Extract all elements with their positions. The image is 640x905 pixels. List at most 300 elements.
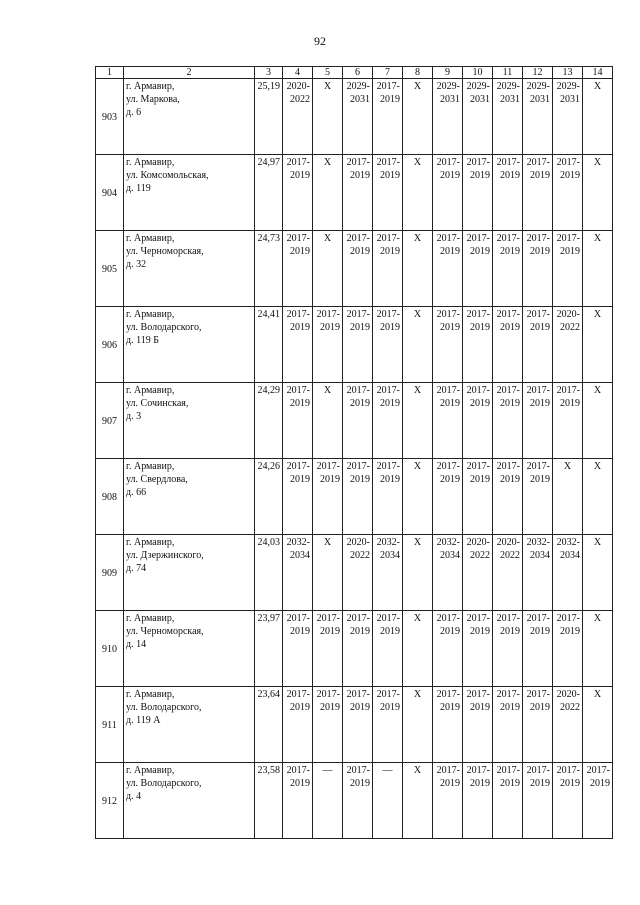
table-row [96, 307, 613, 383]
area-value: 24,41 [255, 307, 283, 383]
mark-cell: X [403, 763, 433, 839]
address-line: г. Армавир, [126, 537, 175, 548]
year-part: 2017- [286, 765, 310, 776]
year-range-cell [373, 231, 403, 307]
year-part: 2019 [350, 170, 370, 181]
column-number: 5 [313, 67, 343, 79]
year-range-cell [373, 687, 403, 763]
column-number: 9 [433, 67, 463, 79]
column-number: 4 [283, 67, 313, 79]
year-part: 2017- [496, 157, 520, 168]
year-part: 2019 [350, 778, 370, 789]
year-part: 2017- [466, 309, 490, 320]
mark-cell: X [313, 79, 343, 155]
year-range-cell [553, 687, 583, 763]
address-line: г. Армавир, [126, 689, 175, 700]
year-range-cell [283, 763, 313, 839]
address-line: г. Армавир, [126, 765, 175, 776]
year-range-cell [463, 79, 493, 155]
year-part: 2017- [496, 613, 520, 624]
year-part: 2020- [496, 537, 520, 548]
mark-cell: X [583, 459, 613, 535]
address-cell [124, 155, 255, 231]
year-part: 2017- [346, 309, 370, 320]
year-part: 2019 [290, 170, 310, 181]
year-range-cell [523, 155, 553, 231]
year-part: 2034 [290, 550, 310, 561]
year-range-cell [343, 231, 373, 307]
year-range-cell [343, 383, 373, 459]
year-part: 2017- [436, 385, 460, 396]
year-range-cell [433, 231, 463, 307]
year-part: 2017- [466, 157, 490, 168]
year-part: 2019 [380, 626, 400, 637]
area-value: 23,58 [255, 763, 283, 839]
year-part: 2029- [436, 81, 460, 92]
year-part: 2017- [496, 309, 520, 320]
year-part: 2019 [320, 702, 340, 713]
mark-cell: X [403, 155, 433, 231]
year-part: 2019 [500, 398, 520, 409]
year-part: 2017- [316, 461, 340, 472]
year-part: 2031 [560, 94, 580, 105]
year-part: 2019 [530, 170, 550, 181]
mark-cell: X [403, 611, 433, 687]
address-cell [124, 231, 255, 307]
year-part: 2017- [526, 613, 550, 624]
year-range-cell [283, 611, 313, 687]
year-part: 2017- [286, 461, 310, 472]
year-part: 2017- [376, 613, 400, 624]
table-row [96, 231, 613, 307]
address-line: д. 119 [126, 183, 151, 194]
address-line: д. 74 [126, 563, 147, 574]
year-part: 2017- [526, 689, 550, 700]
year-part: 2017- [316, 689, 340, 700]
year-part: 2017- [556, 613, 580, 624]
year-part: 2019 [380, 170, 400, 181]
year-range-cell [343, 459, 373, 535]
mark-cell: X [583, 307, 613, 383]
year-range-cell [493, 79, 523, 155]
year-range-cell [463, 459, 493, 535]
year-range-cell [523, 763, 553, 839]
year-part: 2017- [526, 233, 550, 244]
year-range-cell [493, 307, 523, 383]
year-part: 2032- [526, 537, 550, 548]
area-value: 23,97 [255, 611, 283, 687]
mark-cell: X [403, 307, 433, 383]
year-part: 2029- [556, 81, 580, 92]
address-line: ул. Черноморская, [126, 626, 204, 637]
address-line: д. 32 [126, 259, 147, 270]
year-part: 2019 [470, 246, 490, 257]
area-value: 25,19 [255, 79, 283, 155]
year-part: 2019 [350, 474, 370, 485]
row-number: 908 [96, 459, 124, 535]
page-number: 92 [314, 34, 326, 48]
year-part: 2017- [556, 233, 580, 244]
year-range-cell [373, 611, 403, 687]
year-part: 2017- [376, 385, 400, 396]
year-range-cell [373, 535, 403, 611]
year-part: 2019 [440, 170, 460, 181]
year-part: 2019 [380, 474, 400, 485]
year-range-cell [433, 687, 463, 763]
year-part: 2017- [436, 689, 460, 700]
year-range-cell [553, 307, 583, 383]
year-part: 2017- [346, 461, 370, 472]
year-part: 2031 [440, 94, 460, 105]
year-part: 2019 [440, 246, 460, 257]
year-range-cell [493, 155, 523, 231]
year-part: 2017- [286, 157, 310, 168]
year-part: 2019 [380, 702, 400, 713]
year-part: 2019 [350, 626, 370, 637]
year-part: 2031 [530, 94, 550, 105]
year-part: 2019 [350, 702, 370, 713]
year-part: 2032- [556, 537, 580, 548]
year-range-cell [523, 307, 553, 383]
year-part: 2019 [560, 778, 580, 789]
year-range-cell [283, 459, 313, 535]
year-part: 2017- [436, 309, 460, 320]
year-part: 2019 [440, 474, 460, 485]
year-part: 2019 [530, 626, 550, 637]
year-part: 2019 [500, 778, 520, 789]
year-part: 2019 [320, 626, 340, 637]
row-number: 910 [96, 611, 124, 687]
year-range-cell [493, 535, 523, 611]
year-part: 2019 [440, 778, 460, 789]
table-body [96, 67, 613, 839]
year-range-cell [463, 535, 493, 611]
register-table [95, 66, 613, 839]
year-part: 2019 [440, 398, 460, 409]
row-number: 906 [96, 307, 124, 383]
year-range-cell [493, 231, 523, 307]
year-part: 2017- [346, 765, 370, 776]
year-part: 2029- [496, 81, 520, 92]
year-range-cell [553, 155, 583, 231]
year-part: 2019 [590, 778, 610, 789]
year-range-cell [463, 307, 493, 383]
year-part: 2022 [560, 702, 580, 713]
year-part: 2017- [436, 157, 460, 168]
year-part: 2017- [466, 765, 490, 776]
year-part: 2017- [346, 157, 370, 168]
year-part: 2019 [530, 778, 550, 789]
mark-cell: X [313, 155, 343, 231]
mark-cell: X [553, 459, 583, 535]
year-part: 2019 [290, 246, 310, 257]
year-range-cell [283, 383, 313, 459]
address-line: ул. Сочинская, [126, 398, 189, 409]
year-range-cell [313, 611, 343, 687]
year-part: 2019 [500, 246, 520, 257]
year-range-cell [433, 155, 463, 231]
area-value: 24,29 [255, 383, 283, 459]
year-range-cell [553, 611, 583, 687]
year-range-cell [463, 231, 493, 307]
year-part: 2017- [526, 385, 550, 396]
address-line: ул. Черноморская, [126, 246, 204, 257]
row-number: 907 [96, 383, 124, 459]
mark-cell: X [313, 535, 343, 611]
column-number: 13 [553, 67, 583, 79]
year-range-cell [553, 763, 583, 839]
table-row [96, 155, 613, 231]
row-number: 911 [96, 687, 124, 763]
year-part: 2022 [470, 550, 490, 561]
year-part: 2019 [380, 322, 400, 333]
year-range-cell [493, 383, 523, 459]
address-cell [124, 535, 255, 611]
address-line: д. 14 [126, 639, 147, 650]
year-part: 2017- [526, 309, 550, 320]
year-range-cell [343, 79, 373, 155]
year-part: 2017- [376, 461, 400, 472]
address-line: г. Армавир, [126, 461, 175, 472]
year-range-cell [313, 307, 343, 383]
address-cell [124, 383, 255, 459]
mark-cell: X [403, 459, 433, 535]
year-part: 2019 [290, 626, 310, 637]
year-part: 2019 [470, 474, 490, 485]
year-range-cell [433, 307, 463, 383]
year-part: 2019 [470, 170, 490, 181]
table-row [96, 459, 613, 535]
year-part: 2019 [320, 322, 340, 333]
year-part: 2029- [526, 81, 550, 92]
year-part: 2020- [286, 81, 310, 92]
table-row [96, 535, 613, 611]
year-part: 2017- [526, 765, 550, 776]
row-number: 905 [96, 231, 124, 307]
year-range-cell [433, 611, 463, 687]
year-part: 2019 [440, 626, 460, 637]
year-range-cell [373, 307, 403, 383]
row-number: 912 [96, 763, 124, 839]
year-range-cell [523, 611, 553, 687]
year-part: 2017- [526, 461, 550, 472]
table-row [96, 763, 613, 839]
year-part: 2019 [530, 246, 550, 257]
year-part: 2019 [290, 474, 310, 485]
area-value: 24,97 [255, 155, 283, 231]
year-part: 2019 [290, 702, 310, 713]
year-range-cell [493, 687, 523, 763]
year-part: 2022 [290, 94, 310, 105]
mark-cell: — [373, 763, 403, 839]
year-part: 2017- [376, 157, 400, 168]
address-line: д. 119 Б [126, 335, 159, 346]
year-part: 2019 [290, 778, 310, 789]
year-range-cell [523, 459, 553, 535]
year-part: 2032- [286, 537, 310, 548]
mark-cell: — [313, 763, 343, 839]
year-part: 2017- [496, 385, 520, 396]
year-part: 2019 [350, 246, 370, 257]
year-part: 2020- [556, 689, 580, 700]
mark-cell: X [583, 383, 613, 459]
address-line: г. Армавир, [126, 613, 175, 624]
year-part: 2017- [466, 461, 490, 472]
column-number: 6 [343, 67, 373, 79]
year-part: 2022 [560, 322, 580, 333]
mark-cell: X [583, 155, 613, 231]
year-part: 2019 [470, 702, 490, 713]
year-part: 2017- [346, 233, 370, 244]
year-range-cell [523, 535, 553, 611]
year-part: 2017- [436, 765, 460, 776]
year-part: 2019 [500, 474, 520, 485]
mark-cell: X [583, 79, 613, 155]
year-part: 2034 [440, 550, 460, 561]
year-part: 2019 [500, 322, 520, 333]
year-part: 2032- [376, 537, 400, 548]
address-line: ул. Володарского, [126, 702, 202, 713]
address-line: д. 66 [126, 487, 147, 498]
mark-cell: X [313, 383, 343, 459]
year-part: 2017- [466, 613, 490, 624]
column-number: 8 [403, 67, 433, 79]
year-part: 2017- [376, 81, 400, 92]
year-part: 2022 [500, 550, 520, 561]
address-line: д. 119 А [126, 715, 161, 726]
year-range-cell [523, 79, 553, 155]
year-part: 2017- [316, 613, 340, 624]
year-range-cell [553, 79, 583, 155]
row-number: 909 [96, 535, 124, 611]
area-value: 24,26 [255, 459, 283, 535]
year-part: 2017- [436, 233, 460, 244]
column-number-row [96, 67, 613, 79]
year-part: 2020- [556, 309, 580, 320]
year-part: 2017- [286, 689, 310, 700]
column-number: 14 [583, 67, 613, 79]
area-value: 24,03 [255, 535, 283, 611]
year-part: 2020- [466, 537, 490, 548]
year-range-cell [373, 383, 403, 459]
year-range-cell [283, 155, 313, 231]
year-part: 2029- [346, 81, 370, 92]
year-part: 2019 [350, 322, 370, 333]
area-value: 23,64 [255, 687, 283, 763]
column-number: 2 [124, 67, 255, 79]
mark-cell: X [313, 231, 343, 307]
year-part: 2020- [346, 537, 370, 548]
year-part: 2022 [350, 550, 370, 561]
year-range-cell [553, 535, 583, 611]
address-cell [124, 307, 255, 383]
year-range-cell [523, 687, 553, 763]
year-range-cell [433, 79, 463, 155]
year-range-cell [433, 535, 463, 611]
mark-cell: X [403, 79, 433, 155]
year-part: 2019 [350, 398, 370, 409]
year-part: 2019 [560, 398, 580, 409]
year-part: 2017- [556, 385, 580, 396]
year-range-cell [553, 383, 583, 459]
year-range-cell [463, 687, 493, 763]
year-part: 2019 [380, 398, 400, 409]
row-number: 903 [96, 79, 124, 155]
year-range-cell [553, 231, 583, 307]
year-part: 2019 [440, 702, 460, 713]
year-part: 2019 [500, 626, 520, 637]
year-part: 2019 [560, 626, 580, 637]
year-part: 2017- [556, 765, 580, 776]
address-cell [124, 687, 255, 763]
mark-cell: X [583, 535, 613, 611]
mark-cell: X [403, 535, 433, 611]
year-part: 2017- [376, 689, 400, 700]
year-part: 2034 [380, 550, 400, 561]
year-part: 2017- [376, 309, 400, 320]
table-row [96, 611, 613, 687]
address-line: г. Армавир, [126, 81, 175, 92]
year-range-cell [463, 611, 493, 687]
year-part: 2019 [290, 322, 310, 333]
year-part: 2031 [350, 94, 370, 105]
year-range-cell [373, 459, 403, 535]
year-range-cell [433, 459, 463, 535]
year-part: 2019 [320, 474, 340, 485]
year-range-cell [283, 307, 313, 383]
year-part: 2017- [466, 385, 490, 396]
year-part: 2017- [346, 689, 370, 700]
year-range-cell [463, 155, 493, 231]
column-number: 3 [255, 67, 283, 79]
year-part: 2019 [470, 626, 490, 637]
year-part: 2017- [286, 613, 310, 624]
year-range-cell [463, 763, 493, 839]
row-number: 904 [96, 155, 124, 231]
address-line: д. 3 [126, 411, 142, 422]
year-part: 2019 [530, 474, 550, 485]
year-part: 2019 [470, 778, 490, 789]
address-line: д. 4 [126, 791, 142, 802]
column-number: 10 [463, 67, 493, 79]
year-part: 2034 [560, 550, 580, 561]
address-line: г. Армавир, [126, 157, 175, 168]
year-part: 2031 [500, 94, 520, 105]
year-range-cell [283, 79, 313, 155]
year-part: 2019 [530, 322, 550, 333]
year-part: 2017- [496, 461, 520, 472]
year-part: 2019 [380, 94, 400, 105]
address-line: г. Армавир, [126, 385, 175, 396]
year-range-cell [343, 687, 373, 763]
year-part: 2017- [496, 233, 520, 244]
year-range-cell [463, 383, 493, 459]
year-range-cell [283, 687, 313, 763]
year-part: 2017- [436, 461, 460, 472]
year-range-cell [343, 611, 373, 687]
year-part: 2019 [440, 322, 460, 333]
year-part: 2019 [380, 246, 400, 257]
year-part: 2017- [286, 309, 310, 320]
year-part: 2017- [346, 385, 370, 396]
year-part: 2017- [436, 613, 460, 624]
address-cell [124, 459, 255, 535]
address-line: ул. Маркова, [126, 94, 180, 105]
address-cell [124, 79, 255, 155]
year-part: 2019 [560, 246, 580, 257]
year-part: 2019 [500, 170, 520, 181]
year-part: 2017- [376, 233, 400, 244]
